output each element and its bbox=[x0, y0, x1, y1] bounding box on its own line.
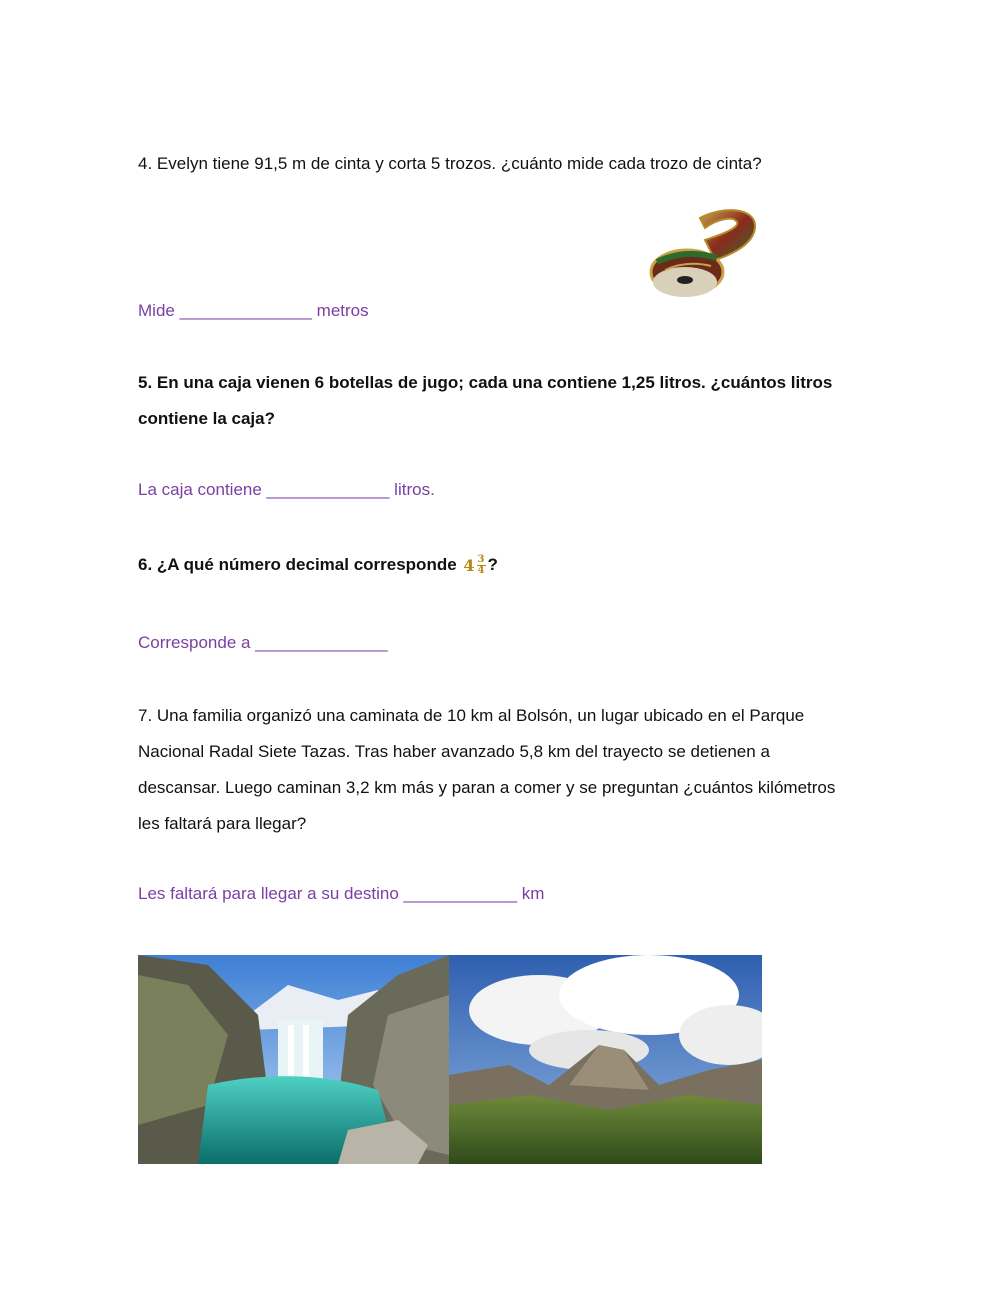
mixed-fraction bbox=[463, 548, 485, 584]
ribbon-spool-image bbox=[645, 200, 765, 305]
question-6-suffix: ? bbox=[487, 555, 498, 574]
question-6 bbox=[138, 547, 498, 584]
answer-6: Corresponde a ______________ bbox=[138, 633, 388, 652]
waterfall-photo bbox=[138, 955, 449, 1164]
answer-5: La caja contiene _____________ litros. bbox=[138, 480, 435, 499]
question-7-line-4: les faltará para llegar? bbox=[138, 814, 307, 833]
answer-4: Mide ______________ metros bbox=[138, 301, 369, 320]
fraction-denominator: 4 bbox=[477, 565, 485, 577]
question-6-text: 6. ¿A qué número decimal corresponde bbox=[138, 555, 457, 574]
question-5-line-2: contiene la caja? bbox=[138, 409, 275, 428]
question-7-line-3: descansar. Luego caminan 3,2 km más y paran a comer y se preguntan ¿cuántos kilómetros bbox=[138, 778, 836, 797]
landscape-photos bbox=[138, 955, 762, 1164]
question-4: 4. Evelyn tiene 91,5 m de cinta y corta 5 trozos. ¿cuánto mide cada trozo de cinta? bbox=[138, 154, 762, 173]
fraction-whole: 4 bbox=[463, 555, 475, 575]
question-5-line-1: 5. En una caja vienen 6 botellas de jugo; cada una contiene 1,25 litros. ¿cuántos litros bbox=[138, 373, 833, 392]
mountain-photo bbox=[449, 955, 762, 1164]
fraction-numerator: 3 bbox=[477, 554, 485, 566]
answer-7: Les faltará para llegar a su destino ____________ km bbox=[138, 884, 545, 903]
question-7-line-1: 7. Una familia organizó una caminata de 10 km al Bolsón, un lugar ubicado en el Parque bbox=[138, 706, 805, 725]
question-7-line-2: Nacional Radal Siete Tazas. Tras haber avanzado 5,8 km del trayecto se detienen a bbox=[138, 742, 770, 761]
